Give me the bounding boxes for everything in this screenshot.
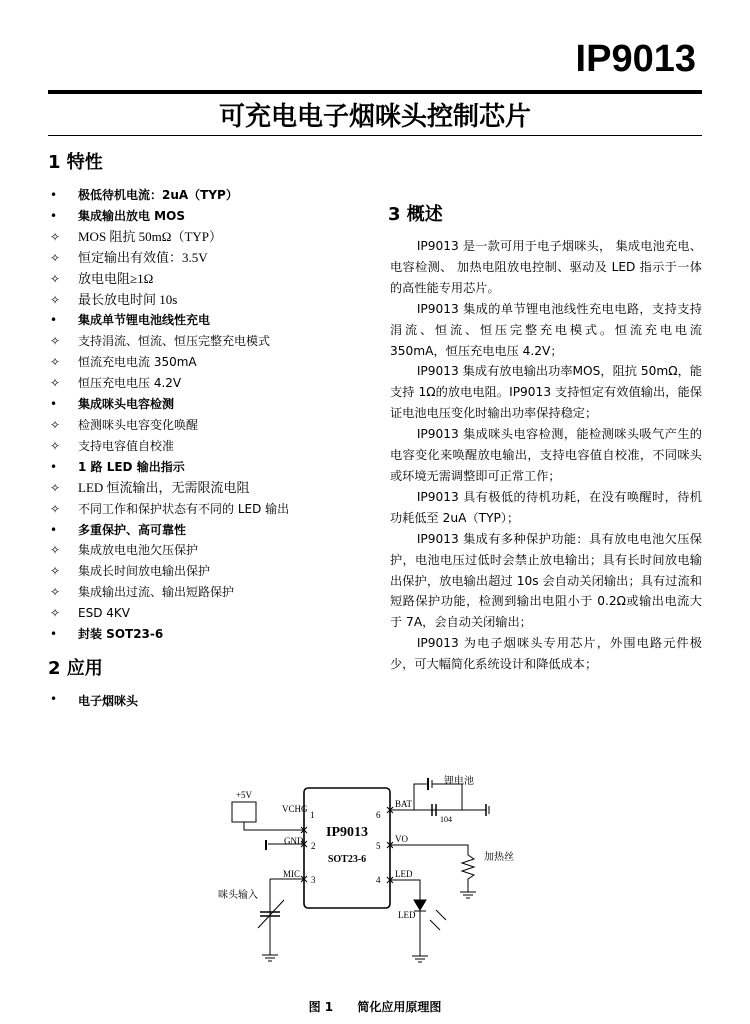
- battery-label: 锂电池: [444, 776, 474, 787]
- feature-text: 不同工作和保护状态有不同的 LED 输出: [78, 501, 290, 516]
- feature-text: 恒压充电电压 4.2V: [78, 376, 182, 391]
- feature-text: 1 路 LED 输出指示: [78, 459, 185, 474]
- pin-6-name: BAT: [395, 799, 413, 809]
- header-rule: [48, 90, 702, 94]
- varcap-arrow: [258, 900, 284, 928]
- feature-item: [50, 290, 380, 311]
- part-number: IP9013: [575, 38, 696, 80]
- mic-input-label: 咪头输入: [218, 890, 258, 901]
- bullet-marker: ✧: [50, 480, 61, 495]
- feature-item: [50, 457, 380, 478]
- bullet-marker: ✧: [50, 606, 61, 621]
- feature-item: [50, 499, 380, 520]
- pin-4-num: 4: [376, 875, 381, 885]
- overview-paragraph: IP9013 具有极低的待机功耗，在没有唤醒时，待机功耗低至 2uA（TYP）；: [390, 489, 702, 525]
- pin-1-num: 1: [310, 810, 315, 820]
- features-heading: 1 特性: [48, 152, 103, 173]
- overview-paragraph: IP9013 为电子烟咪头专用芯片，外围电路元件极少，可大幅简化系统设计和降低成本；: [390, 636, 702, 672]
- feature-text: 放电电阻≥1Ω: [78, 270, 154, 286]
- feature-item: [50, 373, 380, 394]
- feature-text: 封装 SOT23-6: [78, 627, 164, 642]
- bullet-marker: ✧: [50, 292, 61, 307]
- feature-item: [50, 310, 380, 331]
- features-list: [50, 185, 380, 645]
- feature-item: [50, 185, 380, 206]
- overview-heading: 3 概述: [388, 204, 443, 225]
- feature-item: [50, 394, 380, 415]
- bullet-marker: ✧: [50, 501, 61, 516]
- bullet-marker: ✧: [50, 229, 61, 244]
- heater-resistor: [462, 855, 474, 892]
- application-item: [50, 692, 138, 709]
- feature-text: LED 恒流输出，无需限流电阻: [78, 479, 250, 495]
- overview-body: [390, 236, 702, 675]
- vchg-wire: [244, 822, 304, 830]
- overview-paragraph: IP9013 是一款可用于电子烟咪头， 集成电池充电、 电容检测、 加热电阻放电控制、驱动及 LED 指示于一体的高性能专用芯片。: [390, 239, 702, 295]
- chip-package: SOT23-6: [327, 854, 367, 865]
- pin-5-num: 5: [376, 841, 381, 851]
- bullet-marker: ✧: [50, 250, 61, 265]
- overview-paragraph: IP9013 集成有多种保护功能：具有放电电池欠压保护，电池电压过低时会禁止放电输出；具有长时间放电输出保护，放电输出超过 10s 会自动关闭输出；具有过流和短路保护功能，检测到输出电阻小于 0.2Ω或输出电流大于 7A，会自动关闭输出；: [390, 531, 702, 630]
- bullet-marker: ✧: [50, 271, 61, 286]
- feature-item: [50, 603, 380, 624]
- feature-item: [50, 227, 380, 248]
- supply-label: +5V: [235, 790, 253, 800]
- feature-item: [50, 206, 380, 227]
- figure-text: 简化应用原理图: [357, 1000, 442, 1014]
- feature-text: ESD 4KV: [78, 606, 130, 621]
- feature-text: 恒流充电电流 350mA: [78, 355, 197, 370]
- pin-3-num: 3: [311, 875, 316, 885]
- bullet-marker: •: [50, 627, 58, 642]
- bullet-marker: •: [50, 208, 58, 223]
- bullet-marker: •: [50, 188, 58, 202]
- feature-text: 支持电容值自校准: [78, 438, 175, 453]
- feature-item: [50, 624, 380, 645]
- pin-3-name: MIC: [283, 869, 301, 879]
- feature-text: 集成放电电池欠压保护: [78, 543, 199, 558]
- feature-item: [50, 478, 380, 499]
- bullet-marker: ✧: [50, 585, 61, 600]
- pin-6-num: 6: [376, 810, 381, 820]
- bullet-marker: •: [50, 313, 58, 328]
- feature-item: [50, 331, 380, 352]
- feature-item: [50, 248, 380, 269]
- bullet-marker: ✧: [50, 438, 61, 453]
- bullet-marker: •: [50, 692, 58, 706]
- application-text: 电子烟咪头: [78, 694, 139, 708]
- bullet-marker: •: [50, 459, 58, 474]
- feature-text: 集成单节锂电池线性充电: [78, 313, 211, 328]
- feature-text: 恒定输出有效值：3.5V: [78, 249, 208, 265]
- feature-text: 集成输出放电 MOS: [78, 208, 185, 223]
- pin-2-num: 2: [311, 841, 316, 851]
- applications-heading: 2 应用: [48, 658, 103, 679]
- vo-wire: [390, 845, 468, 855]
- feature-text: 支持涓流、恒流、恒压完整充电模式: [78, 334, 271, 349]
- feature-text: 检测咪头电容变化唤醒: [78, 417, 199, 432]
- overview-paragraph: IP9013 集成有放电输出功率MOS，阻抗 50mΩ，能支持 1Ω的放电电阻。IP9013 支持恒定有效值输出，能保证电池电压变化时输出功率保持稳定；: [390, 364, 702, 421]
- led-wire: [390, 880, 420, 900]
- bullet-marker: ✧: [50, 334, 61, 349]
- bullet-marker: ✧: [50, 417, 61, 432]
- feature-item: [50, 540, 380, 561]
- document-title: 可充电电子烟咪头控制芯片: [218, 102, 531, 132]
- feature-item: [50, 561, 380, 582]
- capacitor-label: 104: [440, 815, 452, 824]
- feature-text: 最长放电时间 10s: [78, 291, 178, 307]
- feature-item: [50, 269, 380, 290]
- supply-box: [232, 802, 256, 822]
- feature-text: 集成咪头电容检测: [78, 397, 175, 412]
- led-label: LED: [398, 910, 416, 920]
- overview-paragraph: IP9013 集成咪头电容检测，能检测咪头吸气产生的电容变化来唤醒放电输出，支持电容值自校准，不同咪头或环境无需调整即可正常工作；: [390, 427, 702, 483]
- feature-text: MOS 阻抗 50mΩ（TYP）: [78, 228, 223, 244]
- feature-item: [50, 520, 380, 541]
- bullet-marker: ✧: [50, 543, 61, 558]
- pin-4-name: LED: [395, 869, 413, 879]
- feature-item: [50, 582, 380, 603]
- feature-text: 极低待机电流：2uA（TYP）: [78, 188, 238, 202]
- figure-caption: [0, 998, 750, 1015]
- feature-item: [50, 352, 380, 373]
- application-schematic: [0, 760, 750, 1000]
- bullet-marker: •: [50, 522, 58, 537]
- pin-5-name: VO: [395, 834, 408, 844]
- title-rule: [48, 135, 702, 136]
- heater-label: 加热丝: [484, 852, 514, 863]
- overview-paragraph: IP9013 集成的单节锂电池线性充电电路，支持支持涓流、恒流、恒压完整充电模式。恒流充电电流 350mA，恒压充电电压 4.2V；: [390, 301, 702, 358]
- feature-text: 多重保护、高可靠性: [78, 522, 187, 537]
- feature-item: [50, 436, 380, 457]
- bullet-marker: •: [50, 397, 58, 412]
- bullet-marker: ✧: [50, 376, 61, 391]
- chip-name: IP9013: [326, 825, 368, 840]
- pin-2-name: GND: [284, 836, 304, 846]
- pin-1-name: VCHG: [282, 804, 308, 814]
- bullet-marker: ✧: [50, 355, 61, 370]
- figure-number: 图 1: [308, 1000, 334, 1014]
- feature-item: [50, 415, 380, 436]
- bullet-marker: ✧: [50, 564, 61, 579]
- feature-text: 集成长时间放电输出保护: [78, 564, 211, 579]
- feature-text: 集成输出过流、输出短路保护: [78, 585, 235, 600]
